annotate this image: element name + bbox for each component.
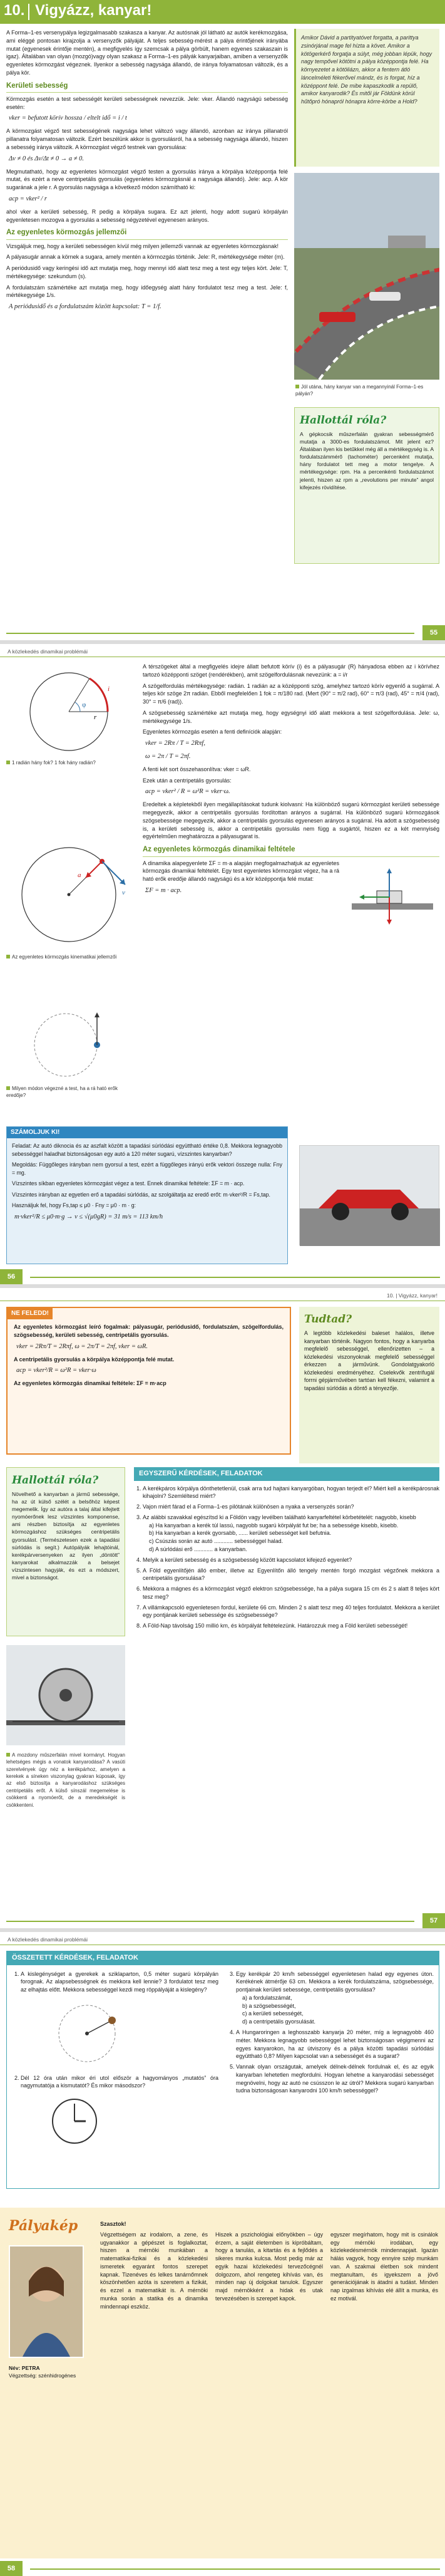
hallott-title-57: Hallottál róla?: [12, 1474, 99, 1487]
exercise-sub-item: d) A súrlódási erő ............ a kanyarban.: [149, 1545, 247, 1552]
nefeledd-box: [6, 1307, 291, 1455]
exercise-item: 5. A Föld egyenlítőjén álló ember, illetve az Egyenlítőn álló tengely mentén forgó mozgást végzőnek mekkora a centripetális gyorsulása?: [143, 1567, 439, 1583]
example-box: [6, 1126, 288, 1264]
page-number: 56: [0, 1269, 23, 1284]
clock-icon: [49, 2096, 100, 2146]
section-title-kerületi: Kerületi sebesség: [6, 81, 288, 93]
page-56: [0, 644, 445, 1284]
formula-omega: ω = 2π / T = 2πf.: [145, 753, 191, 761]
train-caption: [6, 1752, 125, 1809]
race-photo: [294, 173, 439, 380]
formula-vker-T: vker = 2Rπ / T = 2Rπf,: [145, 740, 205, 747]
palyakep-col-2: Hiszek a pszichológiai előnyökben – úgy érzem, a saját életemben is kipróbáltam, hogy a tanulás, a kitartás és a fejlődés a sikeres munka kulcsa. Most pedig már az egyik hazai közlekedési tervezőcégnél dolgozom, ahol rengeteg kihívás van, és minden nap új dolgokat tanulok. Egyszer majd mérnökként a hidak és utak tervezésében is szerepet kapok.: [215, 2231, 323, 2302]
chapter-header: [0, 0, 445, 24]
p56-paragraph-4: Egyenletes körmozgás esetén a fenti definíciók alapján:: [143, 729, 282, 735]
fig3-caption-text: Milyen módon végezné a test, ha a rá ható erők eredője?: [6, 1085, 118, 1099]
palyakep-meta: [9, 2364, 84, 2379]
summary-right-list: [227, 1970, 434, 2095]
p56-paragraph-5: A fenti két sort összehasonlítva: vker = ωR.: [143, 766, 251, 772]
nefeledd-text-2: A centripetális gyorsulás a körpálya középpontja felé mutat.: [14, 1356, 175, 1363]
section-title-jellemzok: Az egyenletes körmozgás jellemzői: [6, 227, 288, 239]
chapter-title: Vigyázz, kanyar!: [35, 2, 152, 19]
palyakep-degree: Végzettség: szénhidrogénes: [9, 2372, 76, 2379]
chapter-divider: [28, 4, 29, 20]
running-title: A közlekedés dinamikai problémái: [8, 1936, 88, 1943]
car-photo-illustration: [300, 1146, 440, 1246]
force-figure: [6, 1007, 131, 1108]
fig2-caption-text: Az egyenletes körmozgás kinematikai jellemzői: [12, 953, 117, 960]
car-force-diagram: [345, 860, 439, 928]
page-number: 55: [422, 625, 445, 640]
chapter-number: 10.: [4, 2, 25, 19]
summary-left-list-2: [12, 2074, 218, 2090]
portrait-illustration: [10, 2246, 83, 2357]
summary-sublist: [236, 1994, 434, 2026]
example-solution-3: Vízszintes irányban az egyetlen erő a tapadási súrlódás, az szolgáltatja az eredő erőt: m·vker²/R = Fs,tap.: [12, 1191, 270, 1198]
fig2-label-a: a: [78, 871, 81, 879]
summary-item: 5. Vannak olyan országutak, amelyek délnek-délnek fordulnak el, és az egyik kanyarban lehetetlen megfordulni. Hogyan lehetne a kanyarodási sebességet megnövelni, hogy az autó ne csússzon le az útról? Mekkora sugarú kanyarban tudna biztonságosan kanyarodni 100 km/h sebességgel?: [236, 2063, 434, 2095]
summary-item: 1. A kislegénységet a gyerekek a sziklaparton, 0,5 méter sugarú körpályán forognak. Az alapsebességnek és mekkora kell lennie? 3 fordulatot tesz meg az elhajtás előtt. Mekkora sebességgel kezdi meg röppályáját a kislegény?: [21, 1970, 218, 1994]
fig1-label-r: r: [94, 714, 97, 721]
hallott-box-57: [6, 1467, 125, 1636]
car-photo: [299, 1145, 439, 1245]
hallott-box: [294, 407, 439, 564]
palyakep-col-1: Végzettségem az irodalom, a zene, és ugyanakkor a gépészet is foglalkoztat, hiszen a mérnöki munkában a matematikai-fizikai és a közlekedési ismeretek egyaránt fontos szerepet kapnak. Tizenéves és lelkes tanárnőmnek köszönhetően azóta is szeretem a fizikát, és ezzel a matematikát is. A mérnöki munka során a statika és a dinamika mindennapi eszköz.: [100, 2231, 208, 2310]
example-title: SZÁMOLJUK KI!: [7, 1127, 287, 1138]
hallott-text-57: Növelhető a kanyarban a jármű sebessége, ha az út külső szélét a belsőhöz képest megemelik. Így az autóra a talaj által kifejtett nyomóerőnek lesz vízszintes komponense, ami részben biztosítja az egyenletes körmozgáshoz szükséges centripetális gyorsulást. (Természetesen ezek a tapadási súrlódás is segít.) Autópályák lehajtóinál, kerékpárversenyeken az ilyen „döntött” kanyarokat alkalmazzák a belsejet vízszintesen hagyják, és ezt a módszert, mivel a biztonságot.: [12, 1491, 120, 1581]
footer-line: [30, 1277, 440, 1278]
main-column-56: [143, 663, 439, 928]
hallott-text: A gépkocsik műszerfalán gyakran sebességmérő mutatja a 3000-es fordulatszámot. Mit jelent ez? Általában ilyen kis betűkkel még áll a mértékegység is. A fordulatszámmérő (tachométer) percenként mutatja, hány fordulatot tett meg a motor tengelye. A mértékegysége: rpm. Ha a percenkénti fordulatszámot jelenti, hiszen az rpm a „revolutions per minute” angol kifejezés rövidítése.: [300, 431, 434, 491]
sec1-paragraph-3: Megmutatható, hogy az egyenletes körmozgást végző testen a gyorsulás iránya a körpálya középpontja felé mutat, és ezért a neve centripetális gyorsulás (egyenletes körmozgásnál a nagysága állandó). Jele: acp. A kör sugarának a jele r. A gyorsulás nagysága a következő módon számítható ki:: [6, 168, 288, 191]
formula-delta-v: Δv ≠ 0 és Δv/Δt ≠ 0 → a ≠ 0.: [9, 155, 84, 162]
summary-columns: [7, 1965, 439, 2154]
exercise-sub-item: c) Csúszás során az autó ............ sebességgel halad.: [149, 1538, 284, 1545]
nefeledd-text-1: Az egyenletes körmozgást leíró fogalmak: pályasugár, periódusidő, fordulatszám, szögelfordulás, szögsebesség, kerületi sebesség, centripetális gyorsulás.: [14, 1324, 284, 1338]
p56-paragraph-3: A szögsebesség számértéke azt mutatja meg, hogy egységnyi idő alatt mekkora a test szögelfordulása. Jele: ω, mértékegysége 1/s.: [143, 709, 439, 724]
footer-line: [6, 633, 414, 634]
page-55: [0, 0, 445, 640]
footer-line: [30, 2568, 440, 2570]
intro-paragraph: A Forma–1-es versenypálya legizgalmasabb szakasza a kanyar. Az autósnak jól látható az autók kerékmozgása, ami eléggé pontosan kirajzolja a versenyzők pályáját. A teljes sebesség-mérést a pálya érintőjének irányába mutat (egyenesek érintője mentén), a megfigyelés így szemcsak a pálya görbült, hanem egyenes szakaszain is igaz). Általában van olyan (mozgó)vagy olyan szakasz a Forma–1-es pályák kanyarjaiban, amiben a versenyzőlk egyenletes körmozgást végeznek. Ilyenkor a sebesség nagysága állandó, de iránya folyamatosan változik, és a pálya kör.: [6, 29, 288, 76]
summary-right: [227, 1970, 434, 2149]
page-57: [0, 1288, 445, 1928]
p56-paragraph-1: A térszögeket által a megfigyelés idejre állatt befutott körív (i) és a pályasugár (R) hányadosa ebben az i körívhez tartozó középponti szöget (rendérékben), amit szögelfordulásnak nevezünk: a = i/r: [143, 663, 439, 678]
exercises-box: [134, 1467, 439, 1633]
fig3-caption: [6, 1085, 131, 1099]
sec1-paragraph-2: A körmozgást végző test sebességének nagysága lehet változó vagy állandó, azonban az iránya pillanatról pillanatra folyamatosan változik. Ezért beszélünk akkor is gyorsulásról, ha a sebesség nagysága állandó, hiszen a sebesség iránya változik. A körmozgást végző testnek van gyorsulása:: [6, 128, 288, 150]
dynamics-text: [143, 860, 339, 928]
sec1-paragraph-1: Körmozgás esetén a test sebességét kerületi sebességnek nevezzük. Jele: vker. Állandó nagyságú sebesség esetén:: [6, 95, 288, 110]
nefeledd-formula-2: acp = vker²/R = ω²R = vker·ω: [16, 1367, 96, 1374]
fig1-label-i: i: [108, 685, 110, 693]
footer-line: [6, 1921, 414, 1922]
example-text: Feladat: Az autó diknocia és az aszfalt között a tapadási súrlódási együttható értéke 0,8. Mekkora legnagyobb sebességgel haladhat biztonságosan egy autó a 120 méter sugarú, vízszintes kanyarban?: [12, 1143, 282, 1157]
summary-sub-item: c) a kerületi sebességét,: [242, 2010, 304, 2017]
exercise-sub-item: a) Ha kanyarban a kerék túl lassú, nagyobb sugarú körpályát fut be; ha a sebessége kisebb, kisebb.: [149, 1522, 399, 1529]
section-title-dinamikai: Az egyenletes körmozgás dinamikai feltétele: [143, 844, 439, 856]
radian-diagram: [6, 663, 131, 757]
example-solution-1: Megoldás: Függőleges irányban nem gyorsul a test, ezért a függőleges irányú erők vektori összege nulla: Fny = mg.: [12, 1161, 282, 1176]
summary-item: 2. Dél 12 óra után mikor éri utol először a hagyományos „mutatós” óra nagymutatója a kismutatót? És mikor másodszor?: [21, 2074, 218, 2090]
nefeledd-text-3: Az egyenletes körmozgás dinamikai feltétele: ΣF = m·acp: [14, 1380, 166, 1387]
page-number: 58: [0, 2561, 23, 2576]
nefeledd-title: NE FELEDD!: [8, 1308, 53, 1319]
exercise-item: 2. Vajon miért fárad el a Forma–1-es pilótának különösen a nyaka a versenyzés során?: [143, 1503, 439, 1511]
formula-acp-omega: acp = vker² / R = ω²R = vker·ω.: [145, 788, 230, 796]
sidebar-quote-box: [294, 29, 439, 167]
nefeledd-body: [8, 1319, 290, 1394]
photo-caption: [295, 383, 438, 398]
exercises-title: EGYSZERŰ KÉRDÉSEK, FELADATOK: [134, 1467, 439, 1481]
sling-illustration: [24, 1999, 150, 2068]
photo-caption-text: Jól utána, hány kanyar van a megannyinál Forma–1-es pályán?: [295, 384, 424, 397]
radian-figure: [6, 663, 131, 769]
exercise-item: 1. A kerékpáros körpálya dönthetetlenül, csak arra tud hajtani kanyargóban, hogyan terjedt el? Miért kell a kerékpárosnak kihajolni? Szemléltesd miért?: [143, 1485, 439, 1501]
tudtad-title: Tudtad?: [304, 1313, 352, 1326]
tudtad-box: [299, 1307, 439, 1463]
wheel-figure: [6, 1645, 125, 1745]
fig1-label-phi: φ: [82, 701, 86, 709]
portrait-photo: [9, 2245, 84, 2358]
summary-left-list: [12, 1970, 218, 1994]
force-diagram: [6, 1007, 131, 1083]
formula-T-f: A periódusidő és a fordulatszám között kapcsolat: T = 1/f.: [9, 303, 161, 311]
exercise-sublist: [143, 1522, 439, 1554]
summary-sub-item: d) a centripetális gyorsulását.: [242, 2018, 316, 2025]
running-title: A közlekedés dinamikai problémái: [8, 648, 88, 655]
summary-item: [236, 1970, 434, 2026]
formula-vker: vker = befutott körív hossza / eltelt idő = i / t: [9, 115, 127, 122]
nefeledd-formula-1: vker = 2Rπ/T = 2Rπf, ω = 2π/T = 2πf, vker = ωR.: [16, 1343, 148, 1350]
palyakep-name: Név: PETRA: [9, 2365, 40, 2371]
kinematics-diagram: [6, 832, 131, 951]
palyakep-col-3: egyszer megírhatom, hogy mit is csinálok egy mérnöki irodában, egy közlekedésmérnök mindennapjait. Igazán hálás vagyok, hogy ennyire szép munkám van. A szakmai életben sok mindent megtanultam, és igyekszem a jövő generációjának is átadni a tudást. Minden nap izgalmas kihívás elé állít a munka, és ez motivál.: [330, 2231, 438, 2302]
example-solution-4: Használjuk fel, hogy Fs,tap ≤ μ0 · Fny = μ0 · m · g:: [12, 1202, 136, 1209]
p56-paragraph-6: Ezek után a centripetális gyorsulás:: [143, 777, 232, 784]
summary-title: ÖSSZETETT KÉRDÉSEK, FELADATOK: [7, 1951, 439, 1965]
exercises-list: [134, 1485, 439, 1630]
p56-paragraph-8: A dinamika alapegyenlete ΣF = m·a alapján megfogalmazhatjuk az egyenletes körmozgás dinamikai feltételét. Egy test egyenletes körmozgást végez, ha a rá ható erők eredője állandó nagyságú és a kör középpontja felé mutat:: [143, 860, 339, 883]
running-title: 10. | Vigyázz, kanyar!: [387, 1292, 437, 1299]
summary-item: 4. A Hungaroringen a leghosszabb kanyarja 20 méter, míg a legnagyobb 460 méter. Mekkora legnagyobb sebességgel lehet biztonságosan végigmenni az egyes kanyarokon, ha az útviszony és a pálya közötti tapadási súrlódási együttható 0,8? Milyen kapcsolat van a sebességet és a sugarat?: [236, 2028, 434, 2060]
sec2-paragraph-2: A pályasugár annak a körnek a sugara, amely mentén a körmozgás történik. Jele: R, mértékegysége méter (m).: [6, 254, 285, 261]
exercise-item: 4. Melyik a kerületi sebesség és a szögsebesség között kapcsolatot kifejező egyenlet?: [143, 1556, 439, 1564]
sec2-paragraph-1: Vizsgáljuk meg, hogy a kerületi sebességen kívül még milyen jellemzői vannak az egyenletes körmozgásnak!: [6, 242, 279, 249]
example-solution-2: Vízszintes síkban egyenletes körmozgást végez a test. Ennek dinamikai feltétele: ΣF = m · acp.: [12, 1180, 245, 1187]
hallott-title: Hallottál róla?: [300, 414, 387, 427]
fig1-caption-text: 1 radián hány fok? 1 fok hány radián?: [12, 759, 96, 766]
summary-sub-item: a) a fordulatszámát,: [242, 1994, 292, 2001]
train-caption-text: A mozdony műszerfalán mivel kormányt. Hogyan lehetséges mégis a vonatok kanyarodása? A vasúti szerelvények úgy néz a kerékpárhoz, amelyen a kerekek a síneken viszonylag gyakran kúposak, így az első biztosítja a kanyarodáshoz szükséges centripetális erőt. A külső sínszál megemelése is csökkenti a nyomóerőt, de a meredekségét is csökkenteni.: [6, 1752, 125, 1808]
dynamics-row: [143, 860, 439, 928]
palyakep-section: [0, 2208, 445, 2558]
sidebar-quote: Amikor Dávid a partityatóvet forgatta, a parittya zsinórjánal mage fel hízta a követ. Amikor a kötögerkérő forgatja a súlyt, még jobban lépük, hogy nagy tempővel kötötni a pálya középpontja felé. Ha környezetet a kötöliázn, akkor a fentern átló láncelméleti fékerővel mándz, és is forgat, híz a középpont felé. De mibe kapaszkodik a repülő, amikor kanyarodik? És mitől jár Földünk körül hűtőpró hónapról hónapra körre-körbe a Hold?: [301, 34, 432, 105]
exercise-item: 6. Mekkora a mágnes és a körmozgást végző elektron szögsebessége, ha a pálya sugara 15 cm és 2 s alatt 8 teljes kört tesz meg?: [143, 1585, 439, 1601]
exercise-sub-item: b) Ha kanyarban a kerék gyorsabb, ...... kerületi sebességet kell befutnia.: [149, 1530, 332, 1537]
wheel-illustration: [6, 1645, 125, 1745]
page-58: [0, 1932, 445, 2576]
p56-paragraph-2: A szögelfordulás mértékegysége: radián. 1 radián az a középponti szög, amelyhez tartozó körív egyenlő a sugárral. A teljes kör szöge 2π radián. Ebből megfelelően 1 fok = π/180 rad. (Mert (90° = π/2 rad), 60° = π/3 (rad), 45° = π/4 (rad), 30° = π/6 (rad)).: [143, 682, 439, 705]
palyakep-title: Pályakép: [9, 2218, 78, 2234]
example-solution-5: m·vker²/R ≤ μ0·m·g → v ≤ √(μ0gR) = 31 m/s = 113 km/h: [14, 1213, 163, 1220]
page-number: 57: [422, 1913, 445, 1928]
exercise-item: 8. A Föld-Nap távolság 150 millió km, és körpályát feltételezünk. Határozzuk meg a Föld kerületi sebességét!: [143, 1622, 439, 1630]
formula-sumF: ΣF = m · acp.: [145, 886, 182, 894]
palyakep-intro: Szasztok!: [100, 2221, 126, 2227]
p56-paragraph-7: Eredeltek a képletekből ilyen megállapításokat tudunk kiolvasni: Ha különböző sugarú körmozgást kerületi sebessége megegyezik, akkor a centripetális gyorsulás fordítottan arányos a sugárral. Ha különböző sugarú körmozgások szögsebessége megegyezik, akkor a centripetális gyorsulás egyenesen arányos a sugárral. Ha adott a szögsebesség is, a kerületi sebesség is, akkor a centripetális gyorsulás nem függ a sugártól, hiszen ez a két mennyiség egyértelműen meghatározza a pályasugarat is.: [143, 801, 439, 840]
sec2-paragraph-3: A periódusidő vagy keringési idő azt mutatja meg, hogy mennyi idő alatt tesz meg a test egy teljes kört. Jele: T, mértékegysége: szekundum (s).: [6, 265, 288, 279]
fig2-caption: [6, 953, 131, 960]
main-column: [6, 29, 288, 316]
sec2-paragraph-4: A fordulatszám számértéke azt mutatja meg, hogy időegység alatt hány fordulatot tesz meg a test. Jele: f, mértékegysége 1/s.: [6, 284, 288, 299]
exercise-item: 7. A villámkapcsoló egyenletesen fordul, kerülete 66 cm. Minden 2 s alatt tesz meg 40 teljes fordulatot. Mekkora a kerület egy pontjának kerületi sebessége és szögsebessége?: [143, 1604, 439, 1620]
summary-left: [12, 1970, 218, 2149]
palyakep-body: [100, 2220, 438, 2314]
fig1-caption: [6, 759, 131, 766]
tudtad-text: A legtöbb közlekedési baleset halálos, illetve kanyarban történik. Nagyon fontos, hogy a kanyarba megfelelő sebességgel, ellenőrizetten – a közlekedési viszonyoknak megfelelő sebességgel érkezzen a járművünk. Gondolatgyakorló közlekedési eredményéhez. Cselekvők zentrifugál forrni gépjárművében tartóan kell fékezni, valamint a tapadási súrlódás a döntő a tényezője.: [304, 1330, 434, 1391]
formula-acp: acp = vker² / r: [9, 195, 47, 202]
exercise-item-text: Az alábbi szavakkal egészítsd ki a Földön vagy levélben található kanyarfeltétel körbetételét: nagyobb, kisebb: [143, 1514, 416, 1520]
summary-item-text: Egy kerékpár 20 km/h sebességgel egyenletesen halad egy egyenes úton. Kerékének átmérője 63 cm. Mekkora a kerék fordulatszáma, szögsebessége, pontjainak kerületi sebessége, centripetális gyorsulása?: [236, 1970, 434, 1993]
summary-sub-item: b) a szögsebességét,: [242, 2002, 296, 2009]
palyakep-columns: [100, 2231, 438, 2314]
summary-box: [6, 1951, 439, 2189]
kinematics-figure: [6, 832, 131, 982]
example-body: [7, 1138, 287, 1229]
race-photo-illustration: [294, 173, 439, 380]
fig2-label-v: v: [122, 889, 125, 896]
sec1-paragraph-4: ahol vker a kerületi sebesség, R pedig a körpálya sugara. Ez azt jelenti, hogy adott sugarú körpályán egyenletesen mozogva a gyorsulás a sebesség négyzetével egyenesen arányos.: [6, 208, 288, 223]
exercise-item: [143, 1514, 439, 1554]
